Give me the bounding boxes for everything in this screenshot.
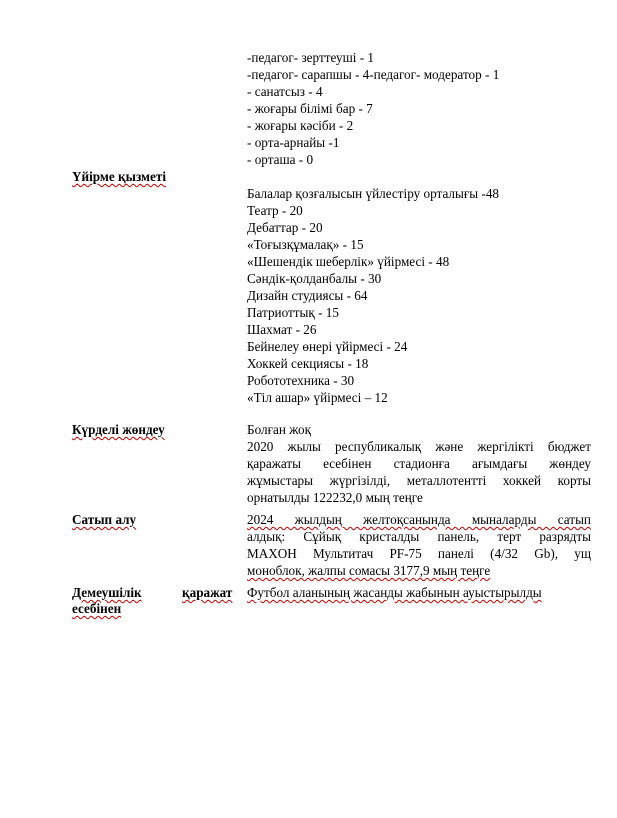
staff-item: - санатсыз - 4 — [247, 84, 323, 99]
club-item: «Тоғызқұмалақ» - 15 — [247, 237, 364, 252]
club-item: «Шешендік шеберлік» үйірмесі - 48 — [247, 254, 450, 269]
clubs-heading — [72, 169, 166, 185]
staff-item: - орта-арнайы -1 — [247, 135, 340, 150]
purchase-heading — [72, 512, 136, 528]
club-item: Робототехника - 30 — [247, 373, 355, 388]
capital-repair-line: 2020 жылы республикалық және жергілікті бюджет — [247, 439, 591, 454]
purchase-line: алдық: Сұйық кристалды панель, терт разрядты — [247, 529, 591, 544]
club-item: Дизайн студиясы - 64 — [247, 288, 368, 303]
club-item: «Тіл ашар» үйірмесі – 12 — [247, 390, 388, 405]
club-item: Бейнелеу өнері үйірмесі - 24 — [247, 339, 408, 354]
sponsor-heading-word2 — [182, 585, 232, 601]
staff-item: - жоғары кәсіби - 2 — [247, 118, 354, 133]
staff-item: -педагог- сарапшы - 4-педагог- модератор - 1 — [247, 67, 500, 82]
club-item: Театр - 20 — [247, 203, 303, 218]
capital-repair-line: қаражаты есебінен стадионға ағымдағы жөндеу — [247, 456, 591, 471]
capital-repair-line: жұмыстары жүргізілді, металлотентті хоккей корты — [247, 473, 591, 488]
staff-item: - жоғары білімі бар - 7 — [247, 101, 373, 116]
capital-repair-first-line: Болған жоқ — [247, 422, 311, 437]
club-item: Сәндік-қолданбалы - 30 — [247, 271, 382, 286]
staff-item: - орташа - 0 — [247, 152, 314, 167]
capital-repair-heading-text: Күрделі жөндеу — [72, 422, 165, 437]
club-item: Шахмат - 26 — [247, 322, 317, 337]
club-item: Балалар қозғалысын үйлестіру орталығы -48 — [247, 186, 500, 201]
sponsor-heading-line2 — [72, 601, 121, 617]
sponsor-text: Футбол аланының жасанды жабынын ауыстырылды — [247, 585, 542, 600]
club-item: Патриоттық - 15 — [247, 305, 339, 320]
sponsor-heading-text: Демеушілік — [72, 585, 142, 600]
purchase-line: 2024 жылдың желтоқсанында мыналарды сатып — [247, 512, 591, 527]
sponsor-heading-word1 — [72, 585, 142, 601]
capital-repair-heading — [72, 422, 165, 438]
clubs-heading-text: Үйірме қызметі — [72, 169, 167, 184]
club-item: Хоккей секциясы - 18 — [247, 356, 369, 371]
club-item: Дебаттар - 20 — [247, 220, 323, 235]
purchase-line: моноблок, жалпы сомасы 3177,9 мың теңге — [247, 563, 491, 578]
purchase-heading-text: Сатып алу — [72, 512, 137, 527]
sponsor-heading-text: есебінен — [72, 601, 122, 616]
capital-repair-line: орнатылды 122232,0 мың теңге — [247, 490, 423, 505]
staff-item: -педагог- зерттеуші - 1 — [247, 50, 374, 65]
sponsor-heading-text: қаражат — [182, 585, 233, 600]
purchase-line: MAXOH Мультитач PF-75 панелі (4/32 Gb), ущ — [247, 546, 591, 561]
